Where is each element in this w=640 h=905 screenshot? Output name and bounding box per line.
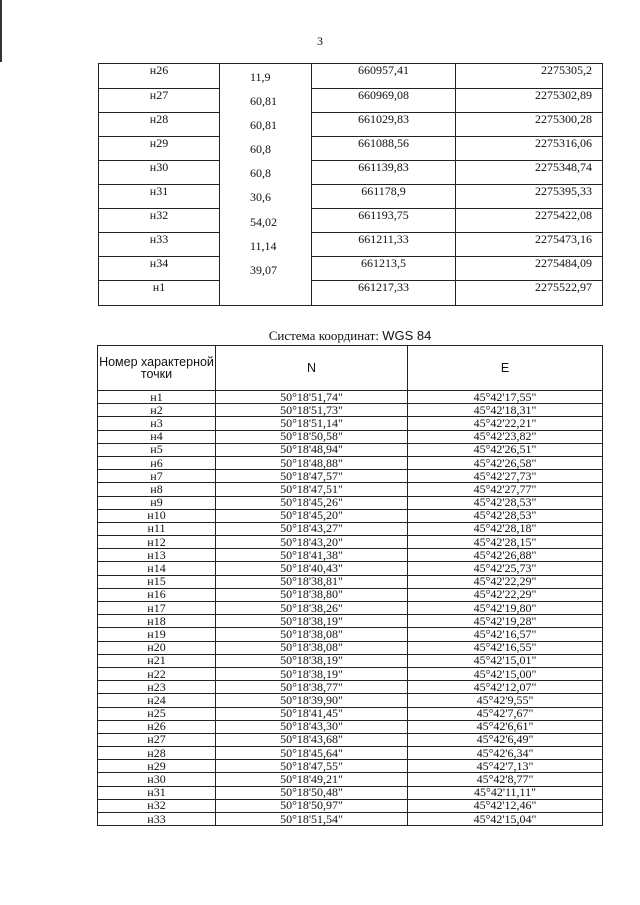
table-row bbox=[98, 813, 603, 826]
point-cell: н5 bbox=[98, 443, 216, 456]
n-coordinate-cell: 661193,75 bbox=[312, 209, 456, 233]
point-cell: н8 bbox=[98, 483, 216, 496]
e-coordinate-cell: 45°42'22,29" bbox=[408, 588, 603, 601]
e-coordinate-cell: 2275348,74 bbox=[456, 160, 603, 184]
n-coordinate-cell: 661217,33 bbox=[312, 281, 456, 306]
table-row bbox=[98, 391, 603, 404]
e-coordinate-cell: 45°42'16,55" bbox=[408, 641, 603, 654]
e-coordinate-cell: 45°42'12,07" bbox=[408, 681, 603, 694]
n-coordinate-cell: 50°18'50,97" bbox=[216, 799, 408, 812]
n-coordinate-cell: 661213,5 bbox=[312, 257, 456, 281]
point-cell: н26 bbox=[98, 720, 216, 733]
point-cell: н19 bbox=[98, 628, 216, 641]
e-coordinate-cell: 45°42'15,01" bbox=[408, 654, 603, 667]
n-coordinate-cell: 660957,41 bbox=[312, 64, 456, 89]
table-row bbox=[99, 209, 603, 233]
e-coordinate-cell: 45°42'11,11" bbox=[408, 786, 603, 799]
table-row bbox=[98, 694, 603, 707]
point-cell: н28 bbox=[99, 112, 220, 136]
table-row bbox=[99, 257, 603, 281]
point-cell: н30 bbox=[99, 160, 220, 184]
table-row bbox=[99, 160, 603, 184]
coordinates-table-wgs84-body bbox=[98, 391, 603, 826]
point-cell: н23 bbox=[98, 681, 216, 694]
point-cell: н1 bbox=[98, 391, 216, 404]
coordinates-table-wgs84 bbox=[97, 345, 603, 826]
e-coordinate-cell: 45°42'12,46" bbox=[408, 799, 603, 812]
distance-cell: 60,81 bbox=[220, 112, 312, 136]
table-row bbox=[98, 615, 603, 628]
table-row bbox=[98, 522, 603, 535]
n-coordinate-cell: 50°18'51,14" bbox=[216, 417, 408, 430]
e-coordinate-cell: 45°42'28,18" bbox=[408, 522, 603, 535]
distance-cell: 60,8 bbox=[220, 160, 312, 184]
point-cell: н34 bbox=[99, 257, 220, 281]
table-row bbox=[98, 509, 603, 522]
table-row bbox=[98, 654, 603, 667]
n-coordinate-cell: 50°18'49,21" bbox=[216, 773, 408, 786]
point-cell: н24 bbox=[98, 694, 216, 707]
page-number: 3 bbox=[317, 34, 323, 48]
point-cell: н4 bbox=[98, 430, 216, 443]
table-row bbox=[98, 562, 603, 575]
point-cell: н9 bbox=[98, 496, 216, 509]
table-row bbox=[98, 799, 603, 812]
table-row bbox=[98, 681, 603, 694]
point-cell: н3 bbox=[98, 417, 216, 430]
n-coordinate-cell: 50°18'45,26" bbox=[216, 496, 408, 509]
table-row bbox=[98, 667, 603, 680]
e-coordinate-cell: 45°42'6,34" bbox=[408, 747, 603, 760]
n-coordinate-cell: 50°18'43,68" bbox=[216, 733, 408, 746]
table-row bbox=[98, 773, 603, 786]
e-coordinate-cell: 45°42'28,15" bbox=[408, 536, 603, 549]
point-cell: н32 bbox=[99, 209, 220, 233]
e-coordinate-cell: 2275522,97 bbox=[456, 281, 603, 306]
point-cell: н31 bbox=[98, 786, 216, 799]
n-coordinate-cell: 50°18'41,45" bbox=[216, 707, 408, 720]
n-coordinate-cell: 661029,83 bbox=[312, 112, 456, 136]
e-coordinate-cell: 2275316,06 bbox=[456, 136, 603, 160]
n-coordinate-cell: 50°18'38,19" bbox=[216, 615, 408, 628]
table-row bbox=[98, 747, 603, 760]
table-header-row bbox=[98, 346, 603, 391]
distance-cell: 30,6 bbox=[220, 184, 312, 208]
point-cell: н14 bbox=[98, 562, 216, 575]
point-cell: н22 bbox=[98, 667, 216, 680]
n-coordinate-cell: 50°18'38,19" bbox=[216, 667, 408, 680]
e-coordinate-cell: 45°42'15,00" bbox=[408, 667, 603, 680]
table-row bbox=[98, 443, 603, 456]
n-coordinate-cell: 661088,56 bbox=[312, 136, 456, 160]
e-coordinate-cell: 45°42'26,88" bbox=[408, 549, 603, 562]
table-row bbox=[98, 641, 603, 654]
table-row bbox=[98, 628, 603, 641]
distance-cell: 60,8 bbox=[220, 136, 312, 160]
e-coordinate-cell: 45°42'15,04" bbox=[408, 813, 603, 826]
n-coordinate-cell: 50°18'45,64" bbox=[216, 747, 408, 760]
point-cell: н25 bbox=[98, 707, 216, 720]
e-coordinate-cell: 45°42'17,55" bbox=[408, 391, 603, 404]
distance-cell: 11,9 bbox=[220, 64, 312, 89]
distance-cell: 11,14 bbox=[220, 233, 312, 257]
table-row bbox=[98, 536, 603, 549]
table-row bbox=[98, 575, 603, 588]
n-coordinate-cell: 661139,83 bbox=[312, 160, 456, 184]
point-cell: н1 bbox=[99, 281, 220, 306]
e-coordinate-cell: 45°42'23,82" bbox=[408, 430, 603, 443]
e-coordinate-cell: 45°42'18,31" bbox=[408, 404, 603, 417]
n-coordinate-cell: 50°18'43,30" bbox=[216, 720, 408, 733]
point-cell: н27 bbox=[99, 88, 220, 112]
header-e: E bbox=[408, 346, 603, 391]
n-coordinate-cell: 50°18'38,08" bbox=[216, 641, 408, 654]
e-coordinate-cell: 45°42'27,77" bbox=[408, 483, 603, 496]
table-row bbox=[98, 588, 603, 601]
point-cell: н12 bbox=[98, 536, 216, 549]
table-row bbox=[98, 456, 603, 469]
point-cell: н10 bbox=[98, 509, 216, 522]
n-coordinate-cell: 660969,08 bbox=[312, 88, 456, 112]
n-coordinate-cell: 50°18'41,38" bbox=[216, 549, 408, 562]
e-coordinate-cell: 45°42'26,51" bbox=[408, 443, 603, 456]
e-coordinate-cell: 45°42'6,61" bbox=[408, 720, 603, 733]
table-row bbox=[98, 417, 603, 430]
table-row bbox=[99, 64, 603, 89]
e-coordinate-cell: 45°42'28,53" bbox=[408, 509, 603, 522]
point-cell: н6 bbox=[98, 456, 216, 469]
point-cell: н2 bbox=[98, 404, 216, 417]
table-row bbox=[98, 786, 603, 799]
e-coordinate-cell: 45°42'8,77" bbox=[408, 773, 603, 786]
table-row bbox=[98, 760, 603, 773]
point-cell: н29 bbox=[98, 760, 216, 773]
n-coordinate-cell: 50°18'38,19" bbox=[216, 654, 408, 667]
distance-cell: 54,02 bbox=[220, 209, 312, 233]
table-row bbox=[99, 184, 603, 208]
table-row bbox=[98, 549, 603, 562]
e-coordinate-cell: 45°42'19,80" bbox=[408, 602, 603, 615]
distance-cell: 60,81 bbox=[220, 88, 312, 112]
table-row bbox=[98, 496, 603, 509]
e-coordinate-cell: 45°42'7,13" bbox=[408, 760, 603, 773]
table-row bbox=[98, 404, 603, 417]
n-coordinate-cell: 50°18'38,77" bbox=[216, 681, 408, 694]
point-cell: н31 bbox=[99, 184, 220, 208]
e-coordinate-cell: 45°42'9,55" bbox=[408, 694, 603, 707]
n-coordinate-cell: 50°18'38,81" bbox=[216, 575, 408, 588]
table-row bbox=[99, 88, 603, 112]
n-coordinate-cell: 50°18'45,20" bbox=[216, 509, 408, 522]
point-cell: н28 bbox=[98, 747, 216, 760]
n-coordinate-cell: 50°18'43,20" bbox=[216, 536, 408, 549]
point-cell: н13 bbox=[98, 549, 216, 562]
n-coordinate-cell: 50°18'51,74" bbox=[216, 391, 408, 404]
n-coordinate-cell: 661211,33 bbox=[312, 233, 456, 257]
table-row bbox=[98, 720, 603, 733]
e-coordinate-cell: 2275305,2 bbox=[456, 64, 603, 89]
n-coordinate-cell: 50°18'48,88" bbox=[216, 456, 408, 469]
e-coordinate-cell: 45°42'27,73" bbox=[408, 470, 603, 483]
point-cell: н17 bbox=[98, 602, 216, 615]
table-row bbox=[99, 281, 603, 306]
table-row bbox=[98, 602, 603, 615]
point-cell: н30 bbox=[98, 773, 216, 786]
point-cell: н26 bbox=[99, 64, 220, 89]
e-coordinate-cell: 45°42'22,29" bbox=[408, 575, 603, 588]
point-cell: н15 bbox=[98, 575, 216, 588]
header-n: N bbox=[216, 346, 408, 391]
n-coordinate-cell: 50°18'38,26" bbox=[216, 602, 408, 615]
point-cell: н21 bbox=[98, 654, 216, 667]
e-coordinate-cell: 45°42'19,28" bbox=[408, 615, 603, 628]
point-cell: н20 bbox=[98, 641, 216, 654]
n-coordinate-cell: 50°18'50,58" bbox=[216, 430, 408, 443]
point-cell: н18 bbox=[98, 615, 216, 628]
e-coordinate-cell: 2275422,08 bbox=[456, 209, 603, 233]
n-coordinate-cell: 50°18'48,94" bbox=[216, 443, 408, 456]
point-cell: н33 bbox=[98, 813, 216, 826]
point-cell: н27 bbox=[98, 733, 216, 746]
coordinates-table-msk-body bbox=[99, 64, 603, 306]
table-row bbox=[99, 136, 603, 160]
n-coordinate-cell: 50°18'43,27" bbox=[216, 522, 408, 535]
point-cell: н16 bbox=[98, 588, 216, 601]
table-row bbox=[98, 430, 603, 443]
coordinate-system-name: WGS 84 bbox=[382, 328, 432, 343]
n-coordinate-cell: 50°18'38,80" bbox=[216, 588, 408, 601]
n-coordinate-cell: 50°18'40,43" bbox=[216, 562, 408, 575]
point-cell: н11 bbox=[98, 522, 216, 535]
table-row bbox=[99, 112, 603, 136]
header-point-number: Номер характерной точки bbox=[98, 346, 216, 391]
table-row bbox=[98, 470, 603, 483]
scan-edge-mark bbox=[0, 0, 2, 62]
distance-cell: 39,07 bbox=[220, 257, 312, 281]
n-coordinate-cell: 50°18'51,73" bbox=[216, 404, 408, 417]
n-coordinate-cell: 50°18'39,90" bbox=[216, 694, 408, 707]
e-coordinate-cell: 45°42'26,58" bbox=[408, 456, 603, 469]
table-row bbox=[98, 733, 603, 746]
table-row bbox=[98, 483, 603, 496]
n-coordinate-cell: 50°18'47,51" bbox=[216, 483, 408, 496]
e-coordinate-cell: 45°42'25,73" bbox=[408, 562, 603, 575]
table-row bbox=[99, 233, 603, 257]
e-coordinate-cell: 2275484,09 bbox=[456, 257, 603, 281]
n-coordinate-cell: 50°18'50,48" bbox=[216, 786, 408, 799]
n-coordinate-cell: 50°18'47,57" bbox=[216, 470, 408, 483]
e-coordinate-cell: 45°42'16,57" bbox=[408, 628, 603, 641]
coordinates-table-msk bbox=[98, 63, 603, 306]
n-coordinate-cell: 50°18'47,55" bbox=[216, 760, 408, 773]
distance-cell bbox=[220, 281, 312, 306]
e-coordinate-cell: 2275302,89 bbox=[456, 88, 603, 112]
n-coordinate-cell: 50°18'51,54" bbox=[216, 813, 408, 826]
n-coordinate-cell: 661178,9 bbox=[312, 184, 456, 208]
point-cell: н29 bbox=[99, 136, 220, 160]
point-cell: н7 bbox=[98, 470, 216, 483]
n-coordinate-cell: 50°18'38,08" bbox=[216, 628, 408, 641]
table-row bbox=[98, 707, 603, 720]
point-cell: н33 bbox=[99, 233, 220, 257]
coordinate-system-label: Система координат: bbox=[268, 328, 383, 343]
point-cell: н32 bbox=[98, 799, 216, 812]
e-coordinate-cell: 2275395,33 bbox=[456, 184, 603, 208]
e-coordinate-cell: 45°42'7,67" bbox=[408, 707, 603, 720]
e-coordinate-cell: 2275300,28 bbox=[456, 112, 603, 136]
e-coordinate-cell: 45°42'28,53" bbox=[408, 496, 603, 509]
coordinate-system-title bbox=[98, 328, 602, 344]
e-coordinate-cell: 2275473,16 bbox=[456, 233, 603, 257]
e-coordinate-cell: 45°42'6,49" bbox=[408, 733, 603, 746]
e-coordinate-cell: 45°42'22,21" bbox=[408, 417, 603, 430]
